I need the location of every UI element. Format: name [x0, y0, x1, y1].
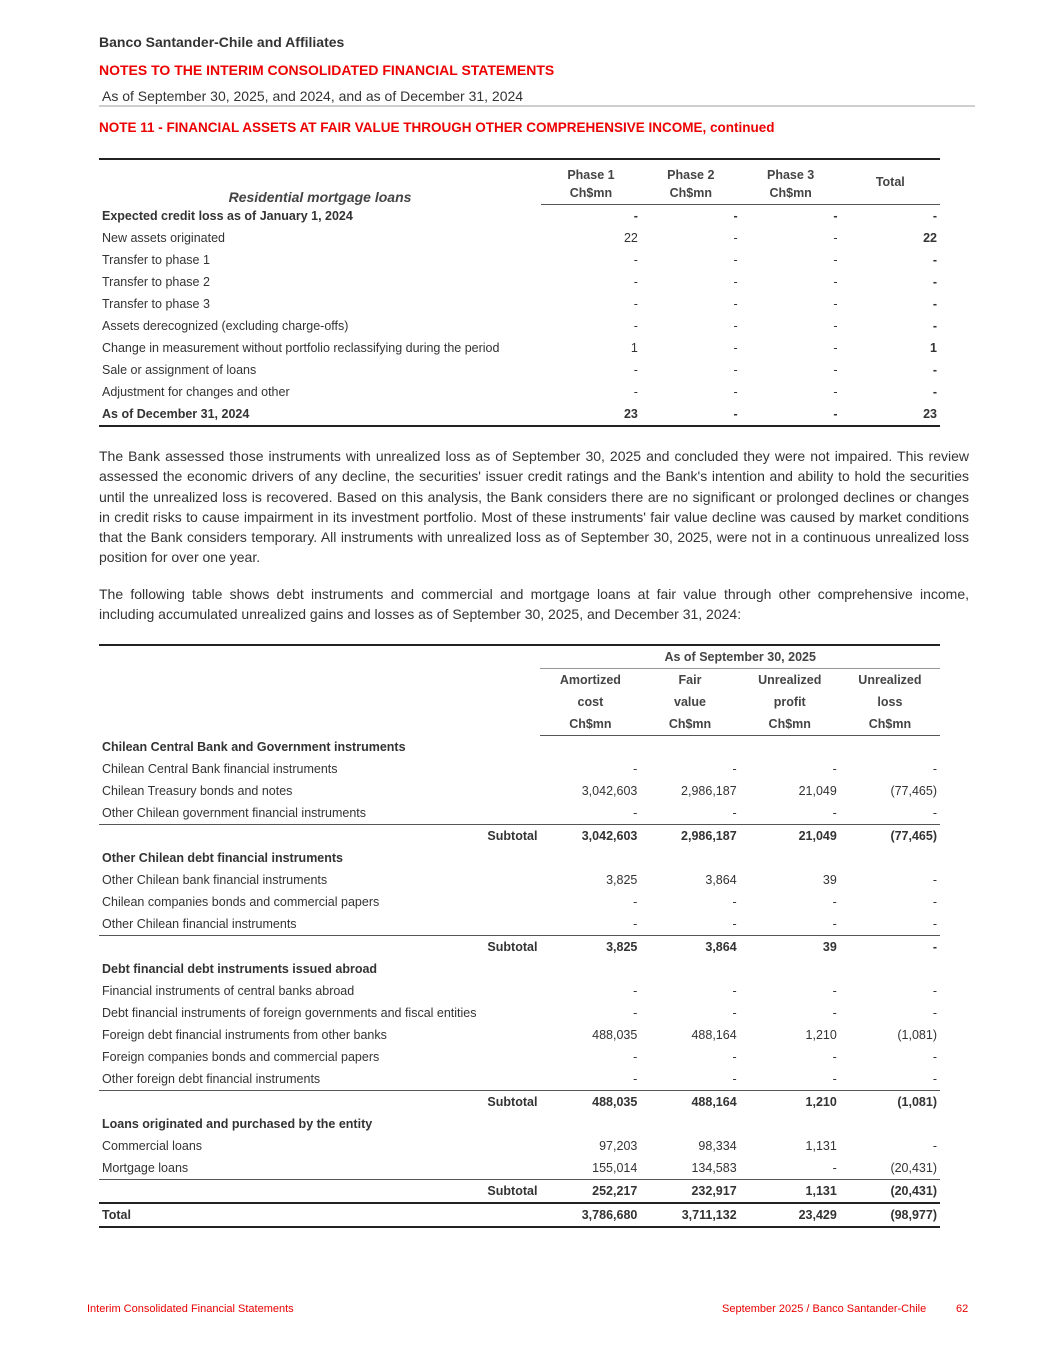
cell-value: -: [833, 407, 838, 421]
total-value: 3,786,680: [540, 1203, 640, 1227]
unit-label: Ch$mn: [640, 713, 739, 736]
col-header: profit: [773, 695, 806, 709]
cell-value: 488,164: [691, 1028, 737, 1042]
row-label: Transfer to phase 3: [102, 297, 210, 311]
subtotal-value: (20,431): [840, 1180, 940, 1204]
cell-value: (77,465): [890, 784, 937, 798]
cell-value: -: [832, 1006, 837, 1020]
page-number: 62: [956, 1303, 969, 1315]
impairment-paragraph: The Bank assessed those instruments with unrealized loss as of September 30, 2025 and concluded they were not impaired. This review assessed the economic drivers of any decline, the securities' issuer credit ratings and the Bank's intention and ability to hold the securities until the unrealized loss is recovered. Based on this analysis, the Bank considers there are no significant or prolonged declines or changes in credit risks to cause impairment in its investment portfolio. Most of these instruments' fair value decline was caused by market conditions that the Bank considers temporary. All instruments with unrealized loss as of September 30, 2025, were not in a continuous unrealized loss position for over one year.: [99, 448, 969, 566]
cell-value: -: [733, 297, 738, 311]
cell-value: -: [732, 984, 737, 998]
cell-value: -: [932, 1050, 937, 1064]
cell-value: 97,203: [599, 1139, 638, 1153]
table-row: [99, 1002, 940, 1024]
col-header: Phase 1: [567, 168, 615, 182]
row-label: Other Chilean financial instruments: [102, 917, 297, 931]
row-label: As of December 31, 2024: [102, 407, 250, 421]
table-row: [99, 980, 940, 1002]
col-header: Unrealized: [758, 673, 822, 687]
subtotal-value: (77,465): [840, 825, 940, 848]
cell-value: -: [833, 231, 838, 245]
subtotal-value: 1,210: [740, 1091, 840, 1114]
empty-cell: [740, 958, 840, 980]
empty-cell: [840, 1113, 940, 1135]
table-row: [99, 337, 940, 359]
table-row: [99, 780, 940, 802]
header-divider: [99, 105, 975, 107]
cell-value: -: [633, 275, 638, 289]
cell-value: 98,334: [698, 1139, 737, 1153]
cell-value: -: [633, 806, 638, 820]
section-header-row: [99, 847, 940, 869]
row-label: New assets originated: [102, 231, 225, 245]
cell-value: -: [833, 275, 838, 289]
unit-label: Ch$mn: [641, 182, 741, 205]
cell-value: -: [732, 917, 737, 931]
cell-total: -: [932, 209, 937, 223]
row-label: Chilean Treasury bonds and notes: [102, 784, 293, 798]
cell-value: -: [633, 917, 638, 931]
total-value: 3,711,132: [640, 1203, 739, 1227]
cell-value: -: [833, 253, 838, 267]
col-header: cost: [577, 695, 604, 709]
col-header: Amortized: [559, 673, 621, 687]
date-line: As of September 30, 2025, and 2024, and as of December 31, 2024: [102, 88, 524, 104]
cell-value: -: [932, 806, 937, 820]
empty-cell: [840, 847, 940, 869]
cell-value: -: [932, 917, 937, 931]
cell-value: 23: [623, 407, 638, 421]
cell-value: (1,081): [897, 1028, 937, 1042]
ecl-table-title: Residential mortgage loans: [228, 188, 412, 205]
section-title: Loans originated and purchased by the entity: [102, 1117, 373, 1131]
row-label: Foreign debt financial instruments from other banks: [102, 1028, 387, 1042]
section-header-row: [99, 736, 940, 759]
company-name: Banco Santander-Chile and Affiliates: [99, 34, 345, 50]
notes-title: NOTES TO THE INTERIM CONSOLIDATED FINANCIAL STATEMENTS: [99, 62, 555, 78]
table-row: [99, 913, 940, 936]
cell-value: -: [932, 873, 937, 887]
cell-value: -: [633, 984, 638, 998]
table-row: [99, 869, 940, 891]
cell-value: 155,014: [592, 1161, 638, 1175]
ecl-table-body: [99, 205, 940, 427]
cell-value: -: [633, 253, 638, 267]
ecl-table: [99, 158, 940, 427]
cell-value: -: [733, 319, 738, 333]
table-row: [99, 359, 940, 381]
total-value: (98,977): [840, 1203, 940, 1227]
row-label: Chilean Central Bank financial instruments: [102, 762, 338, 776]
col-header: Fair: [678, 673, 702, 687]
subtotal-label: Subtotal: [99, 936, 540, 959]
cell-value: -: [732, 1006, 737, 1020]
unit-label: Ch$mn: [740, 713, 840, 736]
row-label: Financial instruments of central banks abroad: [102, 984, 355, 998]
cell-value: 1,131: [805, 1139, 837, 1153]
cell-value: -: [732, 1050, 737, 1064]
cell-value: -: [732, 762, 737, 776]
unit-label: Ch$mn: [540, 713, 640, 736]
cell-value: 1,210: [805, 1028, 837, 1042]
subtotal-value: 2,986,187: [640, 825, 739, 848]
empty-cell: [640, 847, 739, 869]
section-title: Chilean Central Bank and Government instruments: [102, 739, 406, 754]
cell-value: 488,035: [592, 1028, 638, 1042]
cell-value: 3,042,603: [581, 784, 638, 798]
empty-cell: [640, 958, 739, 980]
cell-value: -: [633, 1072, 638, 1086]
row-label: Expected credit loss as of January 1, 2024: [102, 208, 353, 223]
cell-value: 3,864: [705, 873, 737, 887]
table-row: [99, 403, 940, 426]
row-label: Chilean companies bonds and commercial papers: [102, 895, 380, 909]
fvoci-table-body: [99, 736, 940, 1228]
table-row: [99, 271, 940, 293]
cell-value: -: [832, 984, 837, 998]
cell-value: -: [733, 209, 738, 223]
subtotal-row: [99, 1091, 940, 1114]
total-value: 23,429: [740, 1203, 840, 1227]
cell-value: -: [733, 385, 738, 399]
table-row: [99, 315, 940, 337]
section-header-row: [99, 958, 940, 980]
empty-cell: [540, 1113, 640, 1135]
col-header: Unrealized: [858, 673, 922, 687]
cell-total: -: [932, 297, 937, 311]
table-row: [99, 758, 940, 780]
table-row: [99, 1046, 940, 1068]
empty-cell: [540, 847, 640, 869]
subtotal-label: Subtotal: [99, 1180, 540, 1204]
cell-total: -: [932, 253, 937, 267]
empty-cell: [840, 958, 940, 980]
row-label: Change in measurement without portfolio reclassifying during the period: [102, 341, 500, 355]
subtotal-value: 252,217: [540, 1180, 640, 1204]
table-row: [99, 1024, 940, 1046]
subtotal-value: 3,825: [540, 936, 640, 959]
empty-cell: [640, 1113, 739, 1135]
cell-value: 22: [623, 231, 638, 245]
cell-value: -: [832, 917, 837, 931]
row-label: Foreign companies bonds and commercial papers: [102, 1050, 380, 1064]
cell-value: -: [932, 895, 937, 909]
as-of-header: As of September 30, 2025: [540, 645, 940, 669]
cell-value: -: [932, 1006, 937, 1020]
cell-total: 22: [923, 231, 937, 245]
cell-value: -: [833, 385, 838, 399]
subtotal-row: [99, 1180, 940, 1204]
subtotal-value: (1,081): [840, 1091, 940, 1114]
footer-period: September 2025 / Banco Santander-Chile: [722, 1303, 927, 1315]
row-label: Adjustment for changes and other: [102, 385, 290, 399]
cell-value: -: [732, 895, 737, 909]
cell-value: -: [633, 895, 638, 909]
cell-value: -: [832, 806, 837, 820]
cell-total: -: [932, 363, 937, 377]
subtotal-value: 3,042,603: [540, 825, 640, 848]
empty-cell: [540, 958, 640, 980]
table-row: [99, 1068, 940, 1091]
table-row: [99, 891, 940, 913]
section-title: Debt financial debt instruments issued abroad: [102, 962, 378, 976]
unit-label: Ch$mn: [840, 713, 940, 736]
row-label: Other Chilean government financial instruments: [102, 806, 367, 820]
row-label: Mortgage loans: [102, 1161, 189, 1175]
subtotal-label: Subtotal: [99, 825, 540, 848]
note-title: NOTE 11 - FINANCIAL ASSETS AT FAIR VALUE THROUGH OTHER COMPREHENSIVE INCOME, continued: [99, 120, 775, 135]
cell-value: 39: [822, 873, 837, 887]
cell-value: -: [932, 984, 937, 998]
row-label: Sale or assignment of loans: [102, 363, 257, 377]
subtotal-label: Subtotal: [99, 1091, 540, 1114]
subtotal-value: 232,917: [640, 1180, 739, 1204]
cell-value: -: [733, 341, 738, 355]
table-row: [99, 381, 940, 403]
total-row: [99, 1203, 940, 1227]
cell-value: -: [832, 1050, 837, 1064]
subtotal-value: 39: [740, 936, 840, 959]
table-row: [99, 802, 940, 825]
subtotal-value: 3,864: [640, 936, 739, 959]
total-label: Total: [99, 1203, 540, 1227]
cell-value: -: [733, 253, 738, 267]
cell-value: -: [733, 231, 738, 245]
subtotal-row: [99, 825, 940, 848]
footer-doc-title: Interim Consolidated Financial Statements: [87, 1303, 294, 1315]
col-header: loss: [877, 695, 903, 709]
subtotal-value: 488,035: [540, 1091, 640, 1114]
col-header: Phase 2: [667, 168, 715, 182]
cell-value: -: [832, 895, 837, 909]
empty-cell: [840, 736, 940, 759]
cell-total: -: [932, 385, 937, 399]
cell-value: -: [733, 407, 738, 421]
fvoci-table: [99, 644, 940, 1228]
cell-value: -: [633, 297, 638, 311]
col-header-total: Total: [841, 159, 940, 205]
cell-value: 21,049: [798, 784, 837, 798]
subtotal-value: 21,049: [740, 825, 840, 848]
table-row: [99, 227, 940, 249]
unit-label: Ch$mn: [541, 182, 641, 205]
cell-total: -: [932, 275, 937, 289]
table-row: [99, 293, 940, 315]
empty-cell: [540, 736, 640, 759]
subtotal-value: 1,131: [740, 1180, 840, 1204]
row-label: Other foreign debt financial instruments: [102, 1072, 321, 1086]
cell-value: -: [932, 1072, 937, 1086]
cell-total: 23: [923, 407, 937, 421]
cell-value: -: [733, 363, 738, 377]
cell-value: -: [832, 1072, 837, 1086]
cell-value: -: [833, 341, 838, 355]
table-row: [99, 1157, 940, 1180]
cell-value: -: [633, 209, 638, 223]
cell-total: -: [932, 319, 937, 333]
empty-cell: [740, 847, 840, 869]
cell-value: -: [633, 762, 638, 776]
cell-value: (20,431): [890, 1161, 937, 1175]
empty-cell: [740, 1113, 840, 1135]
section-header-row: [99, 1113, 940, 1135]
cell-value: -: [932, 762, 937, 776]
cell-value: 1: [630, 341, 638, 355]
cell-value: -: [833, 297, 838, 311]
subtotal-value: 488,164: [640, 1091, 739, 1114]
cell-value: -: [633, 1006, 638, 1020]
cell-value: -: [833, 209, 838, 223]
cell-value: -: [633, 319, 638, 333]
col-header: value: [674, 695, 706, 709]
cell-value: -: [833, 363, 838, 377]
subtotal-value: -: [840, 936, 940, 959]
subtotal-row: [99, 936, 940, 959]
table-row: [99, 249, 940, 271]
cell-value: -: [633, 1050, 638, 1064]
row-label: Transfer to phase 1: [102, 253, 210, 267]
intro-paragraph: The following table shows debt instruments and commercial and mortgage loans at fair value through other comprehensive income, including accumulated unrealized gains and losses as of September 30, 2025, and December 31, 2024:: [99, 586, 969, 623]
section-title: Other Chilean debt financial instruments: [102, 851, 344, 865]
cell-value: -: [832, 762, 837, 776]
cell-value: 2,986,187: [681, 784, 737, 798]
row-label: Commercial loans: [102, 1139, 203, 1153]
row-label: Transfer to phase 2: [102, 275, 210, 289]
row-label: Other Chilean bank financial instruments: [102, 873, 328, 887]
cell-value: -: [932, 1139, 937, 1153]
table-row: [99, 1135, 940, 1157]
cell-value: 134,583: [691, 1161, 737, 1175]
cell-value: -: [633, 363, 638, 377]
empty-cell: [740, 736, 840, 759]
cell-value: -: [732, 1072, 737, 1086]
row-label: Assets derecognized (excluding charge-offs): [102, 319, 349, 333]
cell-value: -: [732, 806, 737, 820]
empty-cell: [640, 736, 739, 759]
cell-value: -: [733, 275, 738, 289]
cell-value: -: [832, 1161, 837, 1175]
row-label: Debt financial instruments of foreign governments and fiscal entities: [102, 1006, 477, 1020]
unit-label: Ch$mn: [741, 182, 841, 205]
col-header: Phase 3: [767, 168, 815, 182]
cell-total: 1: [930, 341, 937, 355]
cell-value: -: [633, 385, 638, 399]
cell-value: -: [833, 319, 838, 333]
cell-value: 3,825: [606, 873, 638, 887]
table-row: [99, 205, 940, 228]
